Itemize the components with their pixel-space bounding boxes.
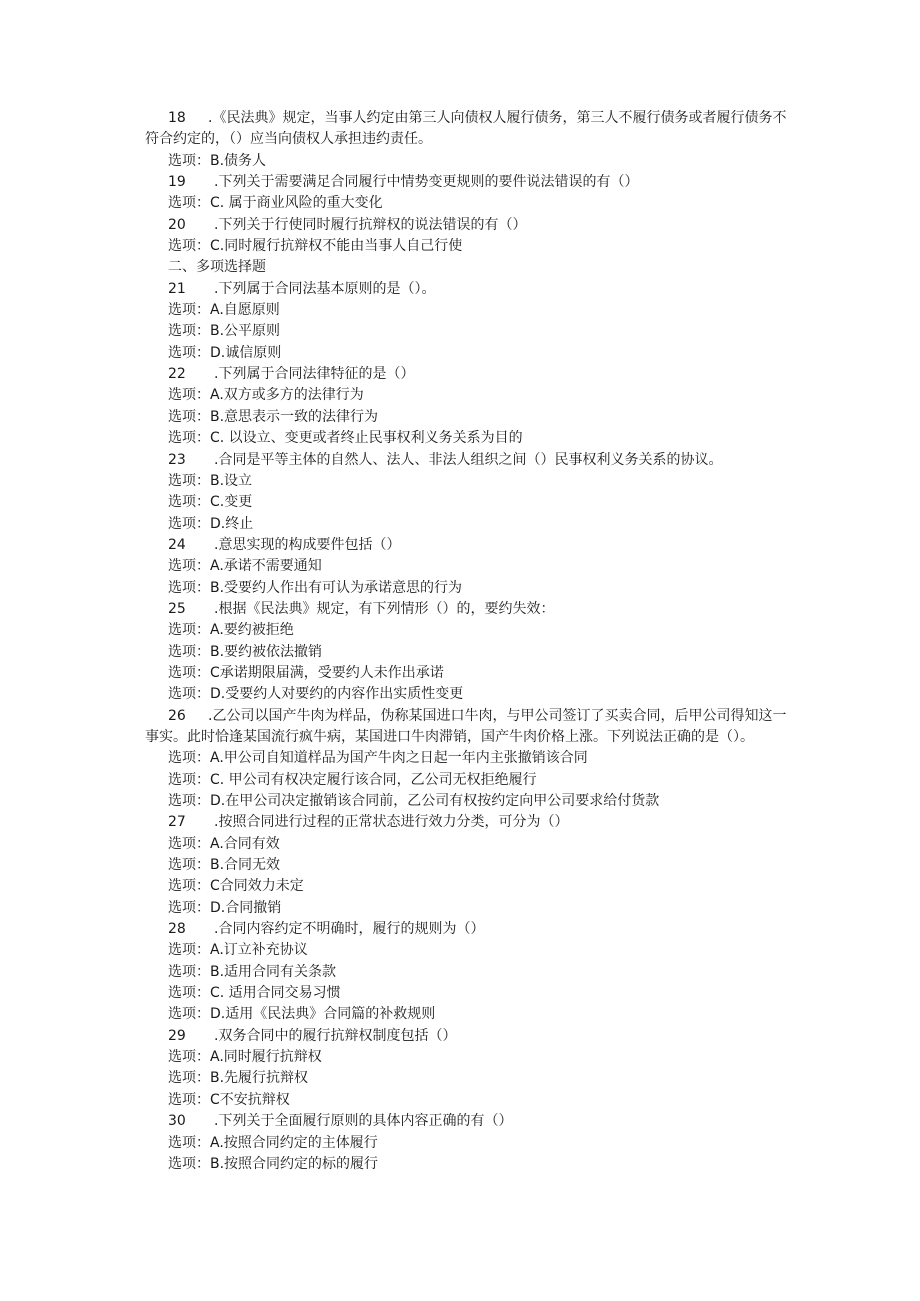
option-label: 选项： bbox=[168, 899, 210, 916]
question-18 bbox=[145, 108, 788, 151]
question-number: 22 bbox=[168, 366, 186, 383]
option-text: C.同时履行抗辩权不能由当事人自己行使 bbox=[210, 238, 463, 255]
question-number: 21 bbox=[168, 280, 186, 297]
question-29 bbox=[168, 1026, 788, 1047]
option-label: 选项： bbox=[168, 387, 210, 404]
option-text: C不安抗辩权 bbox=[210, 1091, 290, 1108]
question-number: 24 bbox=[168, 536, 186, 553]
answer-option bbox=[168, 855, 788, 876]
option-text: B.要约被依法撤销 bbox=[210, 643, 323, 660]
answer-option bbox=[168, 300, 788, 321]
option-label: 选项： bbox=[168, 430, 210, 447]
option-label: 选项： bbox=[168, 494, 210, 511]
answer-option bbox=[168, 343, 788, 364]
option-label: 选项： bbox=[168, 1091, 210, 1108]
question-21 bbox=[168, 279, 788, 300]
answer-option bbox=[168, 684, 788, 705]
question-text: .下列关于全面履行原则的具体内容正确的有（） bbox=[214, 1113, 513, 1130]
option-text: B.意思表示一致的法律行为 bbox=[210, 408, 379, 425]
answer-option bbox=[168, 983, 788, 1004]
option-text: A.承诺不需要通知 bbox=[210, 558, 322, 575]
option-label: 选项： bbox=[168, 302, 210, 319]
answer-option bbox=[168, 642, 788, 663]
option-text: D.合同撤销 bbox=[210, 899, 282, 916]
answer-option bbox=[168, 471, 788, 492]
option-label: 选项： bbox=[168, 238, 210, 255]
option-text: B.按照合同约定的标的履行 bbox=[210, 1155, 379, 1172]
answer-option bbox=[168, 791, 788, 812]
option-label: 选项： bbox=[168, 878, 210, 895]
option-label: 选项： bbox=[168, 344, 210, 361]
question-number: 27 bbox=[168, 814, 186, 831]
question-text: .下列属于合同法基本原则的是（）。 bbox=[214, 280, 436, 297]
option-label: 选项： bbox=[168, 664, 210, 681]
answer-option bbox=[168, 193, 788, 214]
question-number: 26 bbox=[168, 707, 186, 724]
answer-option bbox=[168, 321, 788, 342]
answer-option bbox=[168, 663, 788, 684]
question-text: .根据《民法典》规定，有下列情形（）的，要约失效： bbox=[214, 600, 555, 617]
question-text: .双务合同中的履行抗辩权制度包括（） bbox=[214, 1027, 457, 1044]
option-text: A.合同有效 bbox=[210, 835, 280, 852]
answer-option bbox=[168, 748, 788, 769]
option-text: B.债务人 bbox=[210, 152, 267, 169]
answer-option bbox=[168, 876, 788, 897]
option-text: C.变更 bbox=[210, 494, 253, 511]
question-19 bbox=[168, 172, 788, 193]
option-text: C. 适用合同交易习惯 bbox=[210, 985, 341, 1002]
question-26 bbox=[145, 706, 788, 749]
answer-option bbox=[168, 385, 788, 406]
answer-option bbox=[168, 834, 788, 855]
answer-option bbox=[168, 962, 788, 983]
option-text: D.受要约人对要约的内容作出实质性变更 bbox=[210, 686, 464, 703]
option-label: 选项： bbox=[168, 686, 210, 703]
option-label: 选项： bbox=[168, 985, 210, 1002]
answer-option bbox=[168, 492, 788, 513]
option-label: 选项： bbox=[168, 472, 210, 489]
option-text: A.订立补充协议 bbox=[210, 942, 308, 959]
option-label: 选项： bbox=[168, 1006, 210, 1023]
question-30 bbox=[168, 1111, 788, 1132]
question-text: .按照合同进行过程的正常状态进行效力分类，可分为（） bbox=[214, 814, 569, 831]
option-label: 选项： bbox=[168, 750, 210, 767]
option-text: B.设立 bbox=[210, 472, 253, 489]
question-22 bbox=[168, 364, 788, 385]
question-text: .乙公司以国产牛肉为样品，伪称某国进口牛肉，与甲公司签订了买卖合同，后甲公司得知这一事实。此时恰逢某国流行疯牛病，某国进口牛肉滞销，国产牛肉价格上涨。下列说法正确的是（）。 bbox=[145, 707, 787, 745]
question-number: 19 bbox=[168, 174, 186, 191]
answer-option bbox=[168, 898, 788, 919]
option-label: 选项： bbox=[168, 771, 210, 788]
question-text: .下列关于需要满足合同履行中情势变更规则的要件说法错误的有（） bbox=[214, 174, 639, 191]
answer-option bbox=[168, 770, 788, 791]
question-text: .下列关于行使同时履行抗辩权的说法错误的有（） bbox=[214, 216, 527, 233]
question-text: .《民法典》规定，当事人约定由第三人向债权人履行债务，第三人不履行债务或者履行债务不符合约定的，（）应当向债权人承担违约责任。 bbox=[145, 110, 787, 148]
option-label: 选项： bbox=[168, 515, 210, 532]
option-text: A.双方或多方的法律行为 bbox=[210, 387, 364, 404]
option-text: A.要约被拒绝 bbox=[210, 622, 294, 639]
option-label: 选项： bbox=[168, 942, 210, 959]
question-24 bbox=[168, 535, 788, 556]
question-text: .合同内容约定不明确时，履行的规则为（） bbox=[214, 921, 485, 938]
option-text: D.诚信原则 bbox=[210, 344, 282, 361]
option-label: 选项： bbox=[168, 857, 210, 874]
answer-option bbox=[168, 1154, 788, 1175]
question-text: .下列属于合同法律特征的是（） bbox=[214, 366, 415, 383]
question-number: 30 bbox=[168, 1113, 186, 1130]
option-text: C. 属于商业风险的重大变化 bbox=[210, 195, 383, 212]
option-text: B.公平原则 bbox=[210, 323, 281, 340]
question-text: .合同是平等主体的自然人、法人、非法人组织之间（）民事权利义务关系的协议。 bbox=[214, 451, 723, 468]
answer-option bbox=[168, 940, 788, 961]
option-label: 选项： bbox=[168, 1070, 210, 1087]
question-number: 29 bbox=[168, 1027, 186, 1044]
question-20 bbox=[168, 215, 788, 236]
question-number: 25 bbox=[168, 600, 186, 617]
option-label: 选项： bbox=[168, 323, 210, 340]
option-text: B.先履行抗辩权 bbox=[210, 1070, 309, 1087]
answer-option bbox=[168, 578, 788, 599]
answer-option bbox=[168, 236, 788, 257]
option-label: 选项： bbox=[168, 195, 210, 212]
answer-option bbox=[168, 407, 788, 428]
answer-option bbox=[168, 1047, 788, 1068]
question-number: 28 bbox=[168, 921, 186, 938]
option-label: 选项： bbox=[168, 622, 210, 639]
answer-option bbox=[168, 1068, 788, 1089]
option-label: 选项： bbox=[168, 835, 210, 852]
option-text: A.同时履行抗辩权 bbox=[210, 1049, 322, 1066]
answer-option bbox=[168, 620, 788, 641]
option-text: A.甲公司自知道样品为国产牛肉之日起一年内主张撤销该合同 bbox=[210, 750, 588, 767]
answer-option bbox=[168, 556, 788, 577]
option-text: C. 甲公司有权决定履行该合同，乙公司无权拒绝履行 bbox=[210, 771, 537, 788]
option-label: 选项： bbox=[168, 793, 210, 809]
answer-option bbox=[168, 1090, 788, 1111]
option-text: D.在甲公司决定撤销该合同前，乙公司有权按约定向甲公司要求给付货款 bbox=[210, 793, 660, 809]
question-number: 23 bbox=[168, 451, 186, 468]
option-label: 选项： bbox=[168, 1134, 210, 1151]
option-text: A.自愿原则 bbox=[210, 302, 280, 319]
option-text: B.受要约人作出有可认为承诺意思的行为 bbox=[210, 579, 463, 596]
option-label: 选项： bbox=[168, 579, 210, 596]
option-text: D.适用《民法典》合同篇的补救规则 bbox=[210, 1006, 436, 1023]
question-number: 18 bbox=[168, 110, 186, 126]
answer-option bbox=[168, 514, 788, 535]
answer-option bbox=[168, 1004, 788, 1025]
option-text: C合同效力未定 bbox=[210, 878, 304, 895]
answer-option bbox=[168, 1133, 788, 1154]
option-text: A.按照合同约定的主体履行 bbox=[210, 1134, 378, 1151]
option-label: 选项： bbox=[168, 1049, 210, 1066]
option-text: C. 以设立、变更或者终止民事权利义务关系为目的 bbox=[210, 430, 523, 447]
answer-option bbox=[168, 151, 788, 172]
answer-option bbox=[168, 428, 788, 449]
option-label: 选项： bbox=[168, 1155, 210, 1172]
option-text: D.终止 bbox=[210, 515, 254, 532]
section-heading: 二、多项选择题 bbox=[168, 259, 266, 276]
option-label: 选项： bbox=[168, 408, 210, 425]
question-number: 20 bbox=[168, 216, 186, 233]
option-label: 选项： bbox=[168, 643, 210, 660]
question-25 bbox=[168, 599, 788, 620]
question-28 bbox=[168, 919, 788, 940]
option-label: 选项： bbox=[168, 963, 210, 980]
question-text: .意思实现的构成要件包括（） bbox=[214, 536, 401, 553]
option-text: C承诺期限届满，受要约人未作出承诺 bbox=[210, 664, 444, 681]
document-body bbox=[145, 108, 788, 1175]
option-text: B.适用合同有关条款 bbox=[210, 963, 337, 980]
option-text: B.合同无效 bbox=[210, 857, 281, 874]
option-label: 选项： bbox=[168, 558, 210, 575]
question-27 bbox=[168, 812, 788, 833]
question-23 bbox=[168, 450, 788, 471]
option-label: 选项： bbox=[168, 152, 210, 169]
